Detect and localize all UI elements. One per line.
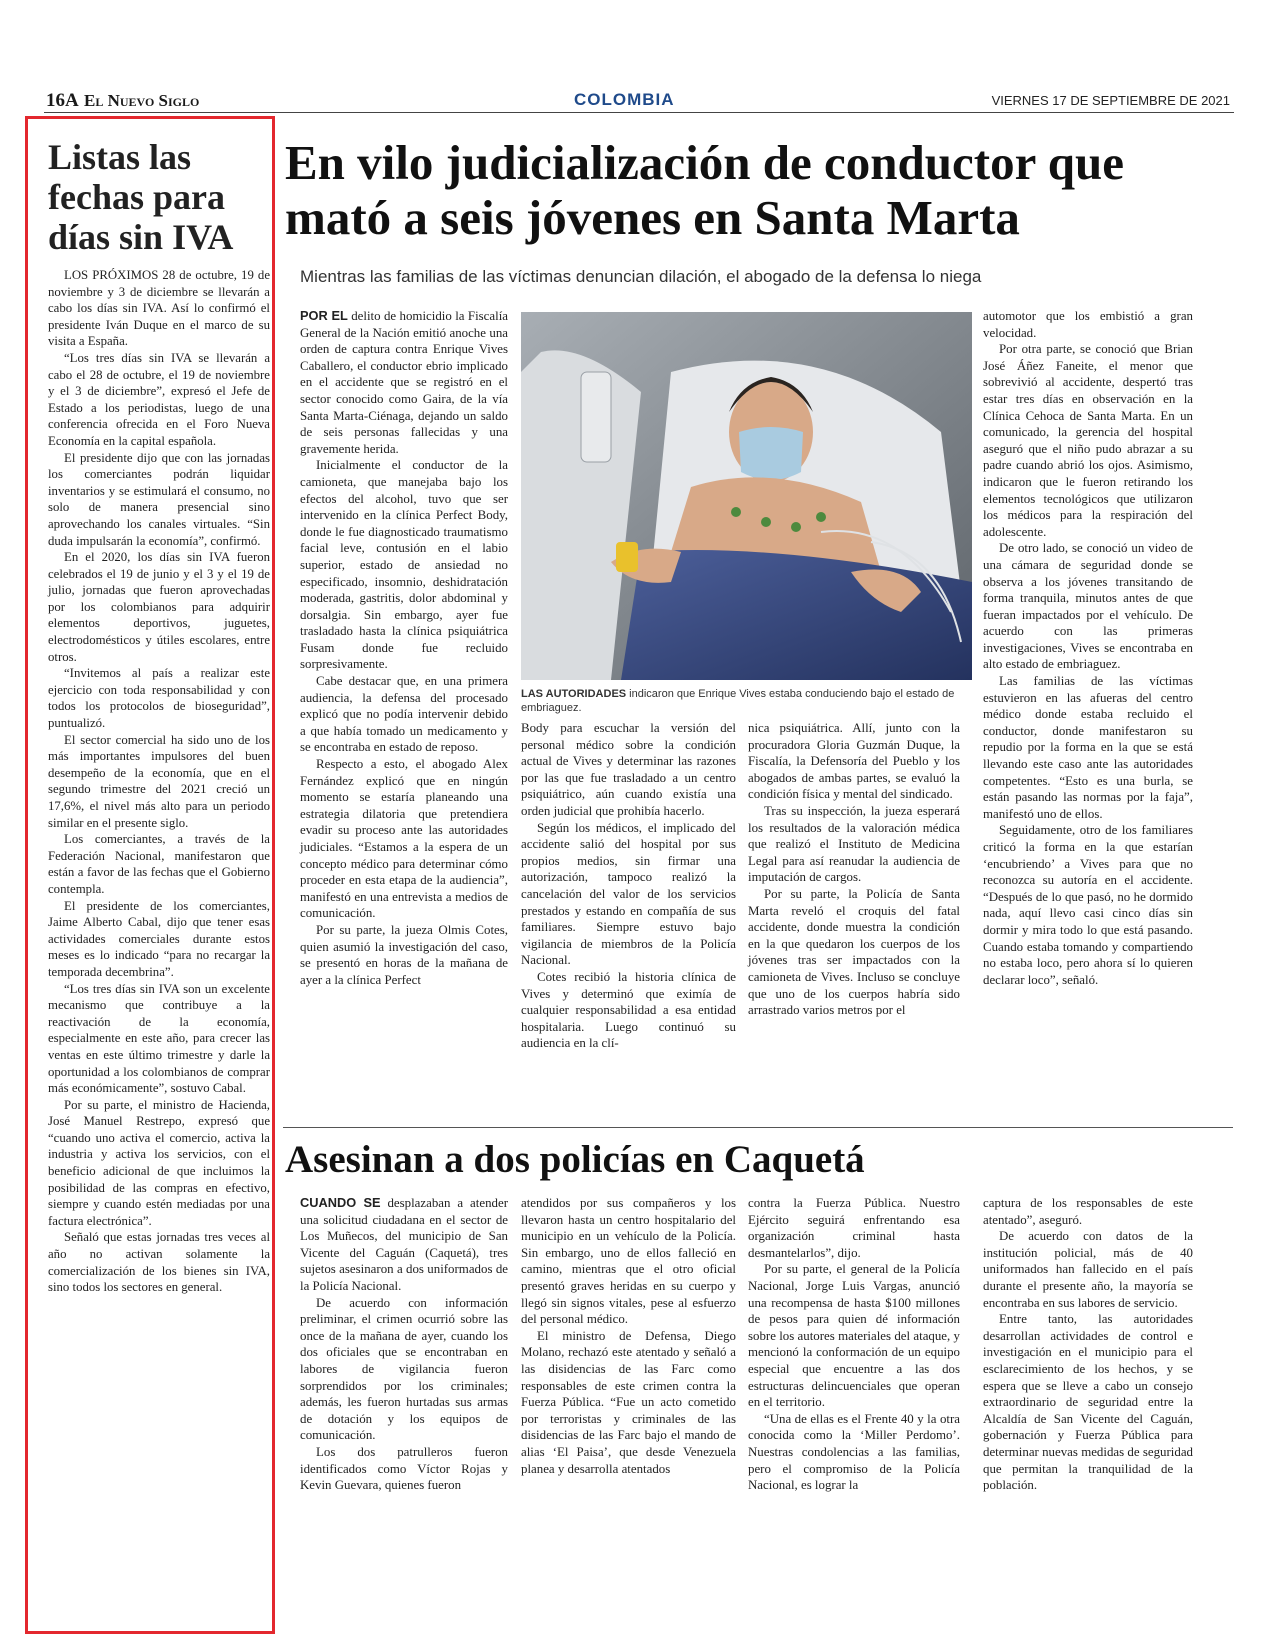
story2-column-4 (983, 1195, 1193, 1494)
story1-paragraph: automotor que los embistió a gran velocidad. (983, 309, 1193, 340)
hospital-bed-photo (521, 312, 972, 680)
story2-column-3 (748, 1195, 960, 1494)
story1-paragraph: nica psiquiátrica. Allí, junto con la procuradora Gloria Guzmán Duque, la Fiscalía, la Defensoría del Pueblo y los abogados de ambas partes, se evaluó la condición física y mental del sindicado. (748, 721, 960, 802)
sidebar-paragraph: LOS PRÓXIMOS 28 de octubre, 19 de noviembre y 3 de diciembre se llevarán a cabo los días sin IVA. Así lo confirmó el presidente Iván Duque en el marco de su visita a España. (48, 268, 270, 349)
story1-paragraph: De otro lado, se conoció un video de una cámara de seguridad donde se observa a los jóvenes transitando de forma tranquila, minutos antes de que fueran impactados por el vehículo. De acuerdo con las primeras investigaciones, Vives se encontraba en alto estado de embriaguez. (983, 541, 1193, 672)
story1-paragraph: Cabe destacar que, en una primera audiencia, la defensa del procesado explicó que no podía intervenir debido a que había tomado un medicamento y se encontraba en estado de reposo. (300, 674, 508, 755)
sidebar-paragraph: “Invitemos al país a realizar este ejercicio con toda responsabilidad y con todos los protocolos de bioseguridad”, puntualizó. (48, 666, 270, 731)
sidebar-paragraph: En el 2020, los días sin IVA fueron celebrados el 19 de junio y el 3 y el 19 de julio, jornadas que fueron aprovechadas por los colombianos para adquirir elementos deportivos, juguetes, electrodomésticos y útiles escolares, entre otros. (48, 550, 270, 664)
page-number: 16A (46, 90, 79, 111)
story1-column-3 (748, 720, 960, 1019)
story1-paragraph: Según los médicos, el implicado del accidente salió del hospital por sus propios medios, sin firmar una autorización, tampoco realizó la cancelación del valor de los servicios prestados y estando en compañía de sus familiares. Siempre estuvo bajo vigilancia de miembros de la Policía Nacional. (521, 820, 736, 968)
photo-caption (521, 687, 972, 715)
section-name: COLOMBIA (574, 90, 675, 109)
story1-paragraph: Inicialmente el conductor de la camioneta, que manejaba bajo los efectos del alcohol, tuvo que ser intervenido en la clínica Perfect Body, donde le fue diagnosticado traumatismo facial leve, contusión en el labio superior, estado de ansiedad no especificado, insomnio, deshidratación moderada, gastritis, dolor abdominal y dorsalgia. Sin embargo, ayer fue trasladado hasta la clínica psiquiátrica Fusam donde fue recluido sorpresivamente. (300, 458, 508, 672)
sidebar-paragraph: Señaló que estas jornadas tres veces al año no activan solamente la comercialización de los bienes sin IVA, sino todos los sectores en general. (48, 1230, 270, 1295)
main-subheadline: Mientras las familias de las víctimas denuncian dilación, el abogado de la defensa lo niega (300, 267, 982, 286)
story1-lead-in: POR EL (300, 308, 348, 323)
story1-column-2 (521, 720, 736, 1052)
newspaper-name: El Nuevo Siglo (84, 91, 200, 110)
story2-paragraph: contra la Fuerza Pública. Nuestro Ejército seguirá enfrentando esa organización criminal hasta desmantelarlos”, dijo. (748, 1196, 960, 1260)
sidebar-paragraph: El presidente de los comerciantes, Jaime Alberto Cabal, dijo que tener esas actividades comerciales durante estos meses es lo indicado “para no recargar la temporada decembrina”. (48, 898, 270, 979)
sidebar-paragraph: El presidente dijo que con las jornadas los comerciantes podrán liquidar inventarios y se estimulará el consumo, no solo de manera presencial sino aprovechando los canales virtuales. “Sin duda impulsarán la economía”, confirmó. (48, 450, 270, 548)
story2-paragraph: De acuerdo con información preliminar, el crimen ocurrió sobre las once de la mañana de ayer, cuando los dos oficiales que se encontraban en labores de vigilancia fueron sorprendidos por los criminales; además, les fueron hurtadas sus armas de dotación y los equipos de comunicación. (300, 1295, 508, 1443)
sidebar-paragraph: Por su parte, el ministro de Hacienda, José Manuel Restrepo, expresó que “cuando uno activa el comercio, activa la industria y activa los servicios, con el beneficio adicional de que incluimos la posibilidad de las compras en efectivo, siempre y cuando estén mediadas por una factura electrónica”. (48, 1097, 270, 1228)
sidebar-paragraph: El sector comercial ha sido uno de los más importantes impulsores del buen desempeño de la economía, que en el segundo trimestre del 2021 creció un 17,6%, el nivel más alto para un periodo similar en el presente siglo. (48, 732, 270, 830)
story1-paragraph: Tras su inspección, la jueza esperará los resultados de la valoración médica que realizó el Instituto de Medicina Legal para así reanudar la audiencia de imputación de cargos. (748, 803, 960, 885)
sidebar-article-highlight[interactable] (25, 116, 275, 1634)
story2-column-1 (300, 1195, 508, 1494)
sidebar-body (48, 267, 270, 1296)
story1-paragraph: Las familias de las víctimas estuvieron en las afueras del centro médico donde estaba recluido el conductor, donde manifestaron su repudio por la forma en la que se está llevando este caso ante las autoridades competentes. “Esto es una burla, se están pasando las normas por la faja”, manifestó uno de ellos. (983, 674, 1193, 821)
story2-paragraph: El ministro de Defensa, Diego Molano, rechazó este atentado y señaló a las disidencias de las Farc como responsables de este crimen contra la Fuerza Pública. “Fue un acto cometido por terroristas y criminales de las disidencias de las Farc bajo el mando de alias ‘El Paisa’, que desde Venezuela planea y desarrolla atentados (521, 1328, 736, 1476)
caption-text: indicaron que Enrique Vives estaba conduciendo bajo el estado de embriaguez. (521, 688, 955, 714)
issue-date: VIERNES 17 DE SEPTIEMBRE DE 2021 (991, 93, 1230, 108)
photo-illustration (521, 312, 972, 680)
masthead-rule (44, 112, 1234, 113)
sidebar-paragraph: “Los tres días sin IVA se llevarán a cabo el 28 de octubre, el 19 de noviembre y el 3 de diciembre”, expresó el Jefe de Estado a los periodistas, luego de una conferencia ofrecida en el Foro Nueva Economía en la capital española. (48, 350, 270, 448)
story1-column-1 (300, 308, 508, 988)
story2-paragraph: captura de los responsables de este atentado”, aseguró. (983, 1196, 1193, 1227)
story1-paragraph: Cotes recibió la historia clínica de Vives y determinó que eximía de cualquier responsabilidad a esa entidad hospitalaria. Luego continuó su audiencia en la clí- (521, 969, 736, 1051)
story1-paragraph: Seguidamente, otro de los familiares criticó la forma en la que estarían ‘encubriendo’ a Vives para que no reconozca su autoría en el accidente. “Después de lo que pasó, no he dormido nada, aquí llevo casi cinco días sin dormir y mira todo lo que está pasando. Cuando estaba tomando y compartiendo no estaba loco, pero ahora sí lo quieren declarar loco”, señaló. (983, 823, 1193, 987)
story1-lead-paragraph: POR EL delito de homicidio la Fiscalía General de la Nación emitió anoche una orden de captura contra Enrique Vives Caballero, el conductor ebrio implicado en el accidente que se registró en el sector conocido como Gaira, de la vía Santa Marta-Ciénaga, dejando un saldo de seis personas fallecidas y una gravemente herida. (300, 308, 509, 456)
story1-paragraph: Por su parte, la Policía de Santa Marta reveló el croquis del fatal accidente, donde muestra la condición en la que quedaron los cuerpos de los jóvenes tras ser impactados con la camioneta de Vives. Incluso se concluye que uno de los cuerpos habría sido arrastrado varios metros por el (748, 886, 960, 1018)
masthead (44, 90, 1234, 112)
story2-paragraph: De acuerdo con datos de la institución policial, más de 40 uniformados han fallecido en el país durante el presente año, la mayoría se encontraba en sus labores de servicio. (983, 1229, 1193, 1310)
story2-paragraph: Los dos patrulleros fueron identificados como Víctor Rojas y Kevin Guevara, quienes fueron (300, 1444, 508, 1493)
story1-paragraph: Por su parte, la jueza Olmis Cotes, quien asumió la investigación del caso, se presentó en horas de la mañana de ayer a la clínica Perfect (300, 922, 508, 987)
story1-column-4 (983, 308, 1193, 988)
story2-lead-in: CUANDO SE (300, 1195, 381, 1210)
story1-paragraph: Por otra parte, se conoció que Brian José Áñez Faneite, el menor que sobrevivió al accidente, despertó tras estar tres días en observación en la Clínica Cehoca de Santa Marta. En un comunicado, la gerencia del hospital aseguró que el niño pudo abrazar a su padre cuando abrió los ojos. Asimismo, indicaron que le fueron retirando los elementos tecnológicos que utilizaron los médicos para la respiración del adolescente. (983, 342, 1193, 539)
story2-paragraph: Por su parte, el general de la Policía Nacional, Jorge Luis Vargas, anunció una recompensa de hasta $100 millones de pesos para quien dé información sobre los autores materiales del ataque, y mencionó la conformación de un equipo especial que encuentre a las dos estructuras delincuenciales que operan en el territorio. (748, 1262, 960, 1410)
second-headline: Asesinan a dos policías en Caquetá (285, 1138, 865, 1181)
story1-paragraph: Body para escuchar la versión del personal médico sobre la condición actual de Vives y determinar las razones por las que fue trasladado a un centro psiquiátrico, aún cuando existía una orden judicial que prohibía hacerlo. (521, 721, 736, 818)
story2-paragraph: “Una de ellas es el Frente 40 y la otra conocida como la ‘Miller Perdomo’. Nuestras condolencias a las familias, pero el compromiso de la Policía Nacional, es lograr la (748, 1411, 960, 1493)
sidebar-paragraph: Los comerciantes, a través de la Federación Nacional, manifestaron que están a favor de las fechas que el Gobierno contempla. (48, 832, 270, 896)
story2-paragraph: atendidos por sus compañeros y los llevaron hasta un centro hospitalario del municipio en un vehículo de la Policía. Sin embargo, uno de ellos falleció en camino, mientras que el otro oficial presentó graves heridas en su cuerpo y llegó sin signos vitales, pese al esfuerzo del personal médico. (521, 1196, 736, 1327)
story-divider (283, 1127, 1233, 1128)
main-headline: En vilo judicialización de conductor que mató a seis jóvenes en Santa Marta (285, 135, 1124, 245)
story1-paragraph: Respecto a esto, el abogado Alex Fernández explicó que en ningún momento se estaría planeando una estrategia dilatoria que pretendiera evadir su proceso ante las autoridades judiciales. “Estamos a la espera de un concepto médico para determinar cómo proceder en esta etapa de la audiencia”, manifestó en una entrevista a medios de comunicación. (300, 757, 508, 921)
story2-lead-paragraph: CUANDO SE desplazaban a atender una solicitud ciudadana en el sector de Los Muñecos, del municipio de San Vicente del Caguán (Caquetá), tres sujetos asesinaron a dos uniformados de la Policía Nacional. (300, 1195, 508, 1293)
sidebar-paragraph: “Los tres días sin IVA son un excelente mecanismo que contribuye a la reactivación de la economía, especialmente en este año, para crecer las ventas en este último trimestre y darle la oportunidad a los colombianos de comprar más económicamente”, sostuvo Cabal. (48, 981, 270, 1096)
sidebar-headline: Listas las fechas para días sin IVA (48, 137, 234, 257)
story2-column-2 (521, 1195, 736, 1477)
story2-paragraph: Entre tanto, las autoridades desarrollan actividades de control e investigación en el municipio para el esclarecimiento de los hechos, y se espera que se lleve a cabo un consejo extraordinario de seguridad entre la Alcaldía de San Vicente del Caguán, gobernación y Fuerza Pública para determinar nuevas medidas de seguridad que permitan la tranquilidad de la población. (983, 1312, 1193, 1493)
caption-lead-in: LAS AUTORIDADES (521, 688, 627, 700)
